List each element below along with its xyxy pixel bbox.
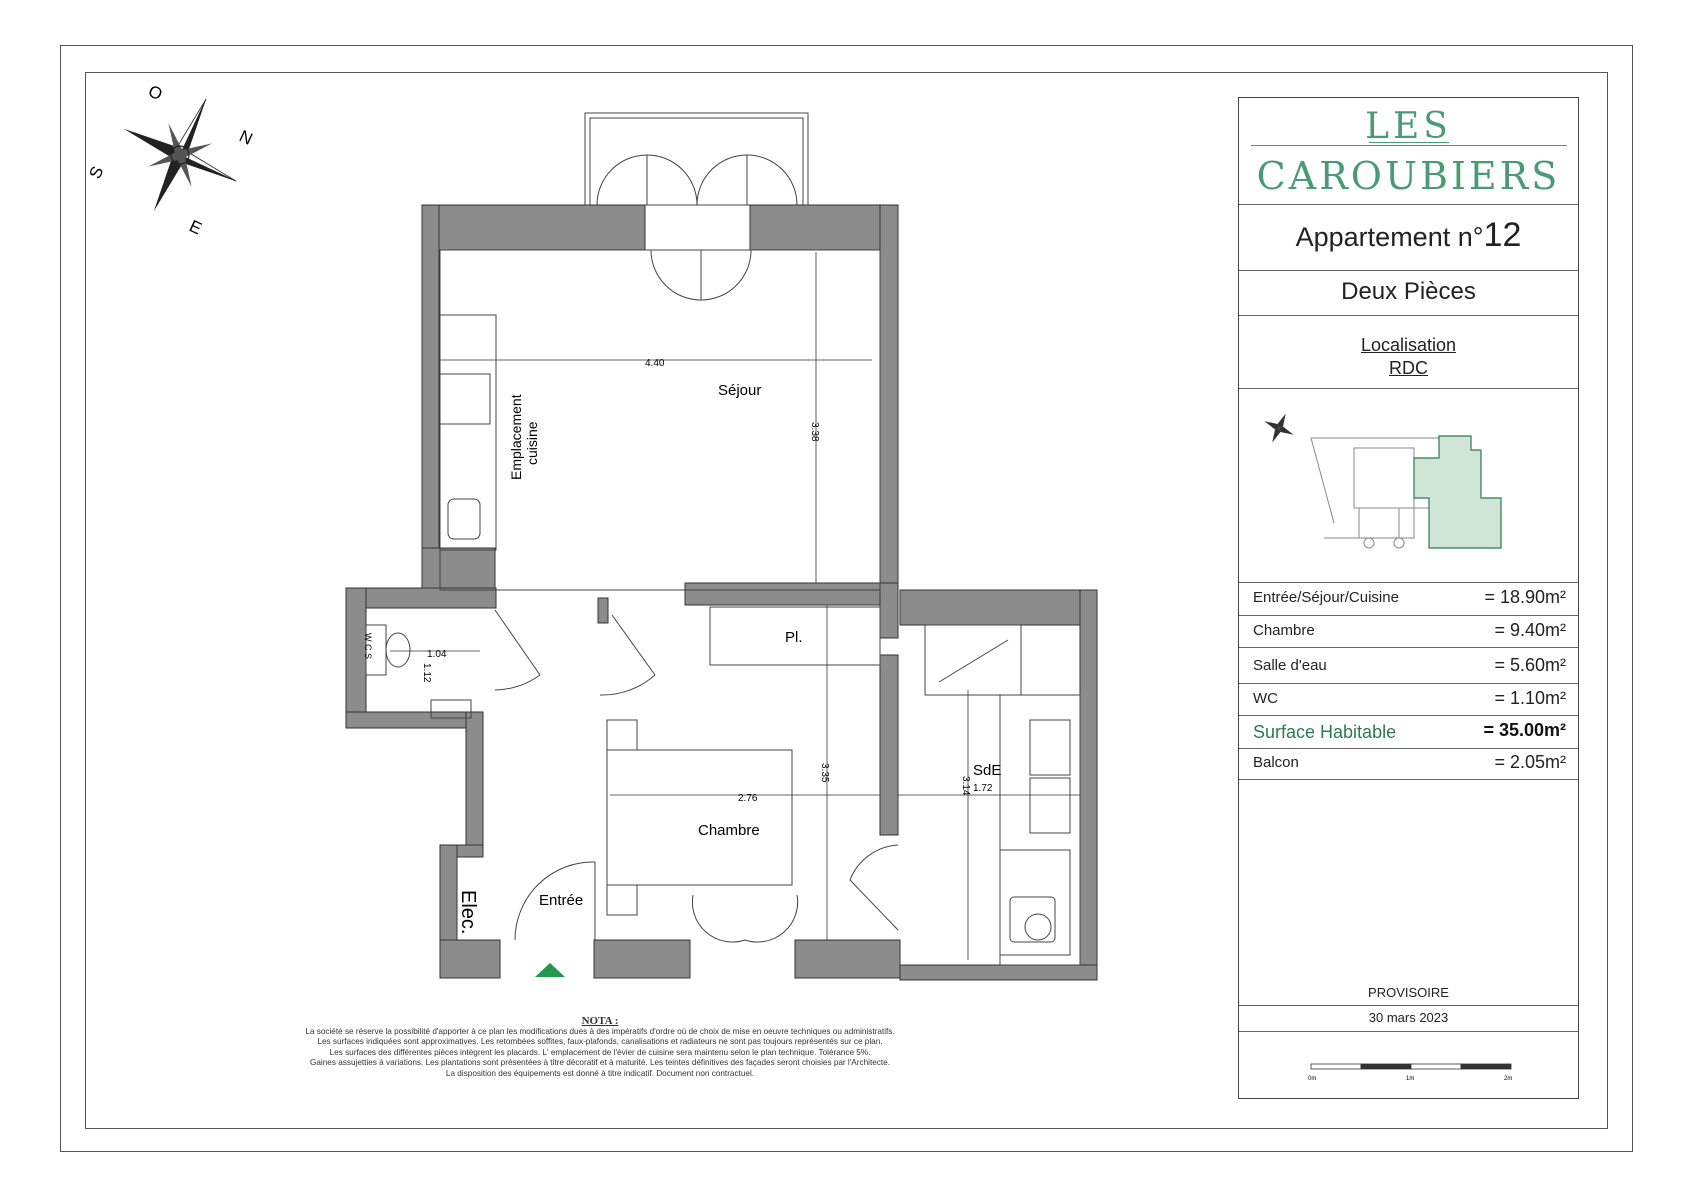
compass-o-label: O — [145, 81, 166, 105]
location-block — [1239, 334, 1578, 380]
divider — [1239, 315, 1578, 316]
nota-block — [240, 1016, 960, 1079]
surface-row — [1239, 748, 1578, 779]
surface-row — [1239, 616, 1578, 647]
surface-value: = 18.90m² — [1484, 587, 1566, 607]
logo-rule — [1251, 145, 1567, 146]
room-label-wc: W C S — [363, 633, 373, 659]
room-label-sejour: Séjour — [718, 382, 762, 399]
surface-value: = 35.00m² — [1483, 720, 1566, 740]
nota-title: NOTA : — [581, 1015, 619, 1027]
compass-s-label: S — [85, 163, 108, 182]
divider — [1239, 204, 1578, 205]
surface-value: = 9.40m² — [1494, 620, 1566, 640]
nota-line: Les surfaces des différentes pièces intègrent les placards. L' emplacement de l'évier de cuisine sera maintenu selon le plan technique. Tolérance 5%. — [329, 1047, 871, 1057]
title-block — [1238, 97, 1579, 1099]
nota-line: Les surfaces indiquées sont approximatives. Les retombées soffites, faux-plafonds, canalisations et radiateurs ne sont pas toujours représentés sur ce plan. — [317, 1037, 883, 1046]
walls — [346, 205, 1097, 980]
compass-n-label: N — [236, 126, 256, 149]
dim-sde-depth: 3.14 — [960, 776, 971, 796]
room-label-entree: Entrée — [539, 892, 584, 909]
status-label: PROVISOIRE — [1368, 985, 1449, 1000]
balcony — [585, 113, 808, 205]
surface-row — [1239, 583, 1578, 614]
dim-wc-width: 1.04 — [427, 649, 447, 660]
apartment-title — [1239, 216, 1578, 255]
surface-value: = 1.10m² — [1494, 688, 1566, 708]
room-label-kitchen-1: Emplacement — [508, 394, 524, 480]
date-label: 30 mars 2023 — [1368, 1010, 1449, 1025]
divider — [1239, 1005, 1578, 1006]
location-value: RDC — [1389, 358, 1428, 378]
location-label: Localisation — [1360, 335, 1457, 355]
site-key-plan — [1249, 398, 1569, 573]
dim-sejour-width: 4.40 — [645, 358, 665, 369]
dim-sde-width: 1.72 — [973, 783, 993, 794]
compass-e-label: E — [186, 216, 205, 239]
entrance-marker-icon — [535, 963, 565, 977]
logo-line-2: CAROUBIERS — [1256, 154, 1561, 198]
compass-rose-icon — [98, 73, 263, 238]
surface-label: WC — [1253, 690, 1278, 707]
surface-label: Balcon — [1253, 754, 1299, 771]
surface-row-total — [1239, 716, 1578, 747]
dim-sejour-depth: 3.38 — [809, 422, 820, 442]
apartment-number: 12 — [1483, 216, 1522, 254]
divider — [1239, 1031, 1578, 1032]
surface-label: Salle d'eau — [1253, 657, 1327, 674]
room-label-sde: SdE — [973, 762, 1002, 779]
nota-line: La disposition des équipements est donné à titre indicatif. Document non contractuel. — [445, 1068, 755, 1078]
scale-label-2: 2m — [1504, 1076, 1513, 1082]
dim-wc-depth: 1.12 — [421, 663, 432, 683]
divider — [1239, 779, 1578, 780]
surface-label: Surface Habitable — [1253, 722, 1397, 742]
scale-label-0: 0m — [1308, 1076, 1317, 1082]
logo-rule-top — [1369, 142, 1449, 143]
divider — [1239, 270, 1578, 271]
room-label-chambre: Chambre — [698, 822, 760, 839]
divider — [1239, 647, 1578, 648]
scale-label-1: 1m — [1406, 1076, 1415, 1082]
apartment-type: Deux Pièces — [1341, 278, 1476, 305]
room-label-elec: Elec. — [457, 890, 479, 935]
nota-line: Gaines assujetties à variations. Les plantations sont présentées à titre décoratif et à maturité. Les teintes définitives des façades seront choisies par l'Architecte. — [309, 1058, 890, 1067]
surface-value: = 2.05m² — [1494, 752, 1566, 772]
highlighted-unit — [1414, 436, 1501, 548]
surface-row — [1239, 684, 1578, 715]
dim-chambre-depth: 3.35 — [819, 763, 830, 783]
logo-line-1: LES — [1365, 106, 1452, 147]
nota-line: La société se réserve la possibilité d'apporter à ce plan les modifications dues à des impératifs d'ordre où de choix de mise en oeuvre techniques ou administratifs. — [305, 1026, 895, 1036]
scale-bar — [1308, 1060, 1513, 1090]
brand-logo — [1239, 98, 1578, 204]
key-plan-compass-icon — [1258, 407, 1301, 450]
dim-chambre-width: 2.76 — [738, 793, 758, 804]
surface-value: = 5.60m² — [1494, 655, 1566, 675]
room-label-placard: Pl. — [785, 629, 803, 646]
room-label-kitchen-2: cuisine — [524, 421, 540, 465]
surface-row — [1239, 651, 1578, 682]
divider — [1239, 388, 1578, 389]
surface-label: Entrée/Séjour/Cuisine — [1253, 589, 1399, 606]
apartment-label: Appartement n° — [1295, 222, 1484, 252]
surface-label: Chambre — [1253, 622, 1315, 639]
